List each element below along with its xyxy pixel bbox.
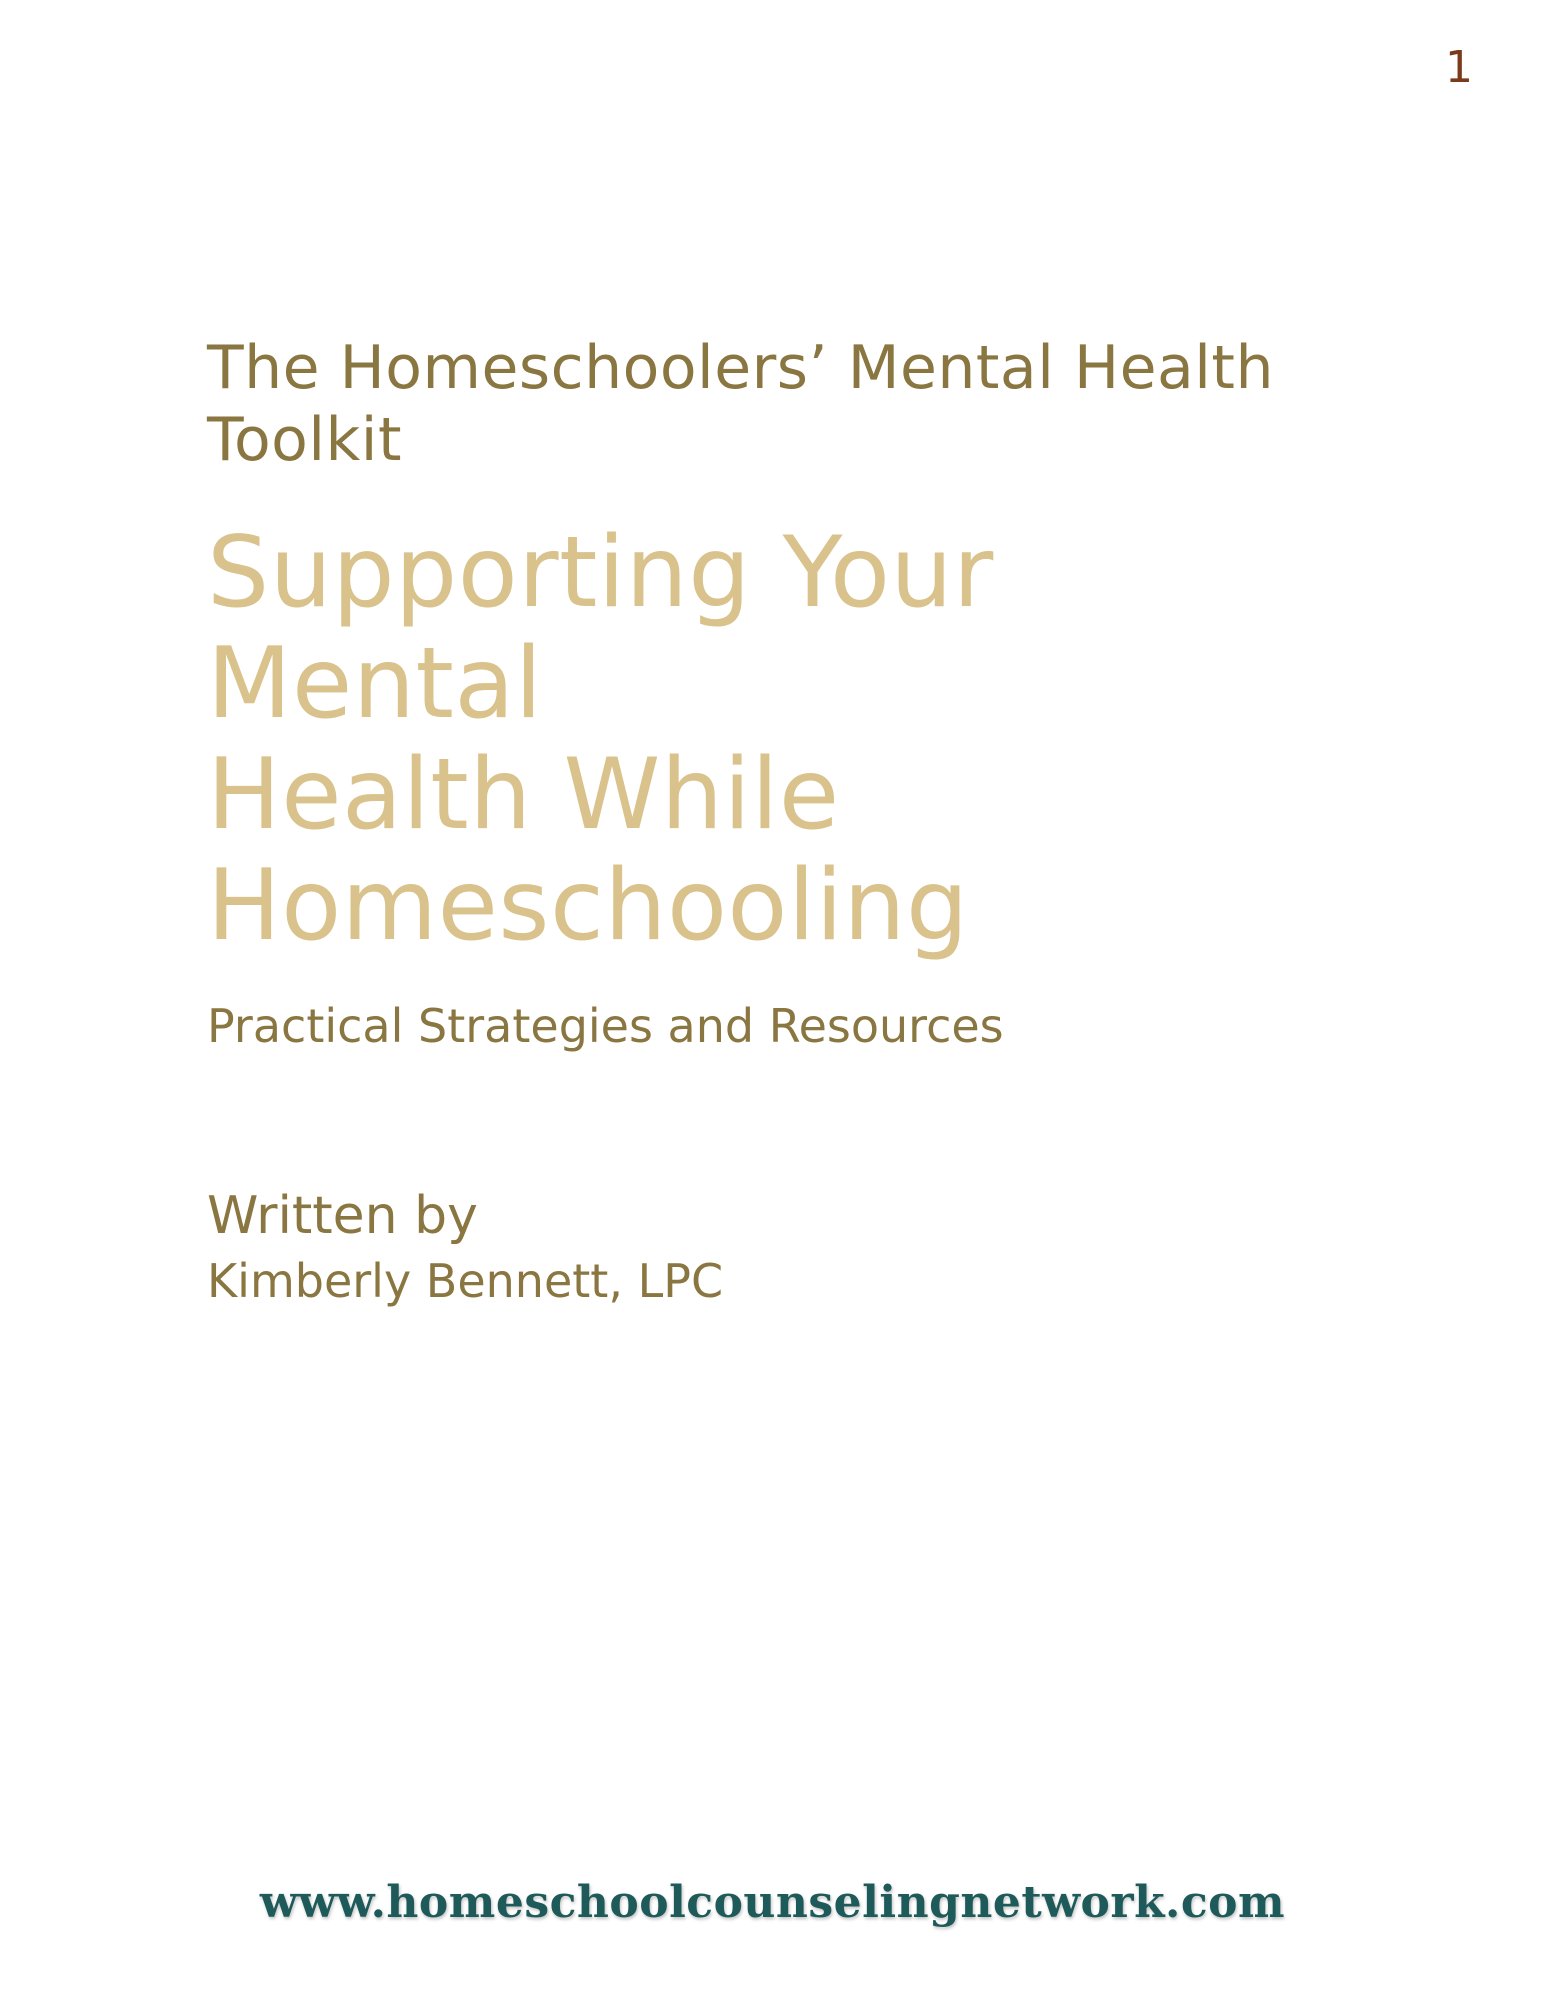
main-title-line-3: Homeschooling [207, 849, 969, 963]
author-block [207, 1183, 723, 1313]
series-title: The Homeschoolers’ Mental Health Toolkit [207, 333, 1274, 475]
main-title [207, 518, 1347, 962]
main-title-line-2: Health While [207, 738, 840, 852]
page-number: 1 [1445, 42, 1473, 93]
subtitle: Practical Strategies and Resources [207, 999, 1004, 1053]
written-by-label: Written by [207, 1186, 478, 1246]
website-link[interactable]: www.homeschoolcounselingnetwork.com [259, 1877, 1286, 1928]
main-title-line-1: Supporting Your Mental [207, 516, 994, 741]
title-block [207, 332, 1347, 1054]
author-name: Kimberly Bennett, LPC [207, 1254, 724, 1308]
